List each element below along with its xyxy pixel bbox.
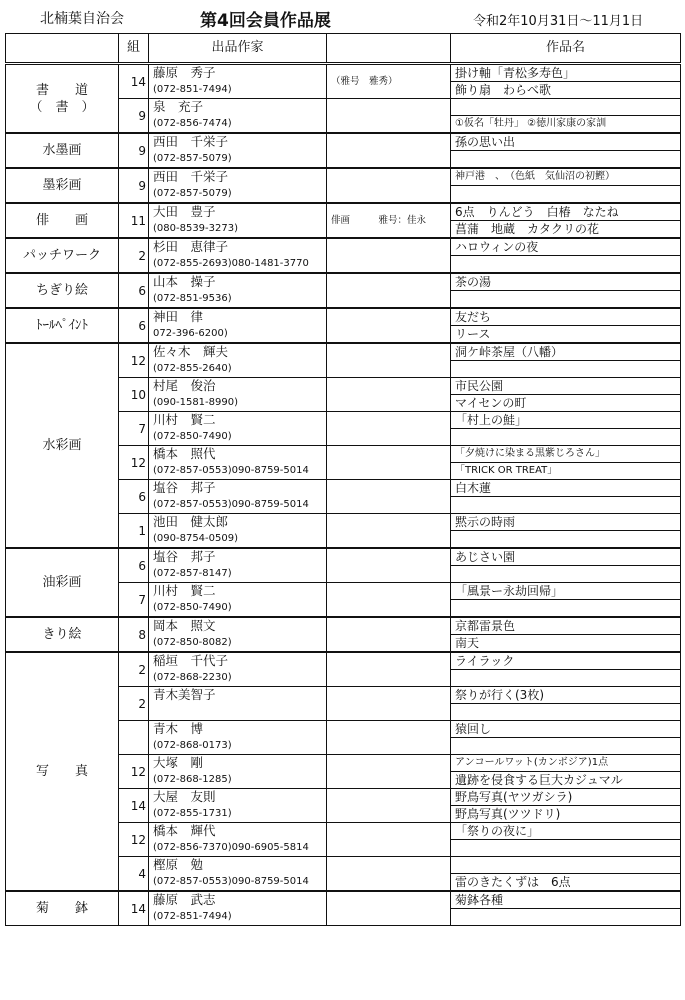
work-title: 南天 (451, 635, 681, 653)
note-cell (327, 823, 451, 857)
artist-phone: (072-857-0553)090-8759-5014 (149, 874, 327, 892)
table-row (6, 548, 681, 566)
work-title: 茶の湯 (451, 273, 681, 291)
note-cell (327, 238, 451, 273)
table-row (6, 308, 681, 326)
work-title: 猿回し (451, 721, 681, 738)
artist-phone: (072-850-7490) (149, 600, 327, 618)
artist-phone: (080-8539-3273) (149, 221, 327, 239)
artist-phone: (072-857-5079) (149, 186, 327, 204)
work-title: 孫の思い出 (451, 133, 681, 151)
kumi-cell: 6 (119, 548, 149, 583)
work-title: 野鳥写真(ツツドリ) (451, 806, 681, 823)
artist-name: 西田 千栄子 (149, 133, 327, 151)
page-header (0, 0, 685, 30)
work-title: 遺跡を侵食する巨大カジュマル (451, 772, 681, 789)
note-cell (327, 308, 451, 343)
work-title: 菖蒲 地蔵 カタクリの花 (451, 221, 681, 239)
artist-name: 橋本 輝代 (149, 823, 327, 840)
artist-phone: (072-856-7370)090-6905-5814 (149, 840, 327, 857)
note-cell (327, 652, 451, 687)
artist-phone: (090-8754-0509) (149, 531, 327, 549)
artist-name: 佐々木 輝夫 (149, 343, 327, 361)
work-title: 雷のきたくずは 6点 (451, 874, 681, 892)
note-cell (327, 687, 451, 721)
table-row (6, 64, 681, 82)
note-cell: （雅号 雅秀） (327, 64, 451, 99)
kumi-cell: 2 (119, 238, 149, 273)
artist-phone: (072-856-7474) (149, 116, 327, 134)
kumi-cell: 12 (119, 823, 149, 857)
artist-phone: (072-855-2693)080-1481-3770 (149, 256, 327, 274)
page-title: 第4回会員作品展 (200, 11, 331, 31)
table-row (6, 168, 681, 186)
artist-header: 出品作家 (149, 34, 327, 64)
work-title (451, 857, 681, 874)
kumi-header: 組 (119, 34, 149, 64)
kumi-cell: 9 (119, 99, 149, 134)
artist-name: 塩谷 邦子 (149, 548, 327, 566)
table-row (6, 891, 681, 909)
work-title: 飾り扇 わらべ歌 (451, 82, 681, 99)
note-cell: 俳画 雅号：佳永 (327, 203, 451, 238)
note-cell (327, 721, 451, 755)
work-title: マイセンの町 (451, 395, 681, 412)
work-title: あじさい園 (451, 548, 681, 566)
kumi-cell: 14 (119, 64, 149, 99)
note-cell (327, 99, 451, 134)
work-title (451, 361, 681, 378)
artist-phone: (072-851-7494) (149, 909, 327, 926)
note-cell (327, 583, 451, 618)
category-cell: 菊 鉢 (6, 891, 119, 926)
artist-phone: (072-850-8082) (149, 635, 327, 653)
artist-name: 樫原 勉 (149, 857, 327, 874)
kumi-cell: 2 (119, 687, 149, 721)
kumi-cell: 8 (119, 617, 149, 652)
kumi-cell: 9 (119, 133, 149, 168)
work-title: 野鳥写真(ヤツガシラ) (451, 789, 681, 806)
work-title (451, 670, 681, 687)
note-cell (327, 446, 451, 480)
table-row (6, 343, 681, 361)
category-cell: 写 真 (6, 652, 119, 891)
artist-name: 川村 賢二 (149, 583, 327, 600)
table-body (6, 64, 681, 926)
work-title: 菊鉢各種 (451, 891, 681, 909)
exhibitor-table (5, 33, 681, 926)
work-title: ライラック (451, 652, 681, 670)
work-title: 「村上の鮭」 (451, 412, 681, 429)
artist-phone: 072-396-6200) (149, 326, 327, 344)
work-title: 「夕焼けに染まる黒紫じろさん」 (451, 446, 681, 463)
category-cell: ﾄｰﾙﾍﾟｲﾝﾄ (6, 308, 119, 343)
artist-phone: (072-868-1285) (149, 772, 327, 789)
work-title: 神戸港 、 （色紙 気仙沼の初鰹） (451, 168, 681, 186)
work-title: 掛け軸「青松多寿色」 (451, 64, 681, 82)
note-cell (327, 755, 451, 789)
category-cell: 水墨画 (6, 133, 119, 168)
kumi-cell: 6 (119, 480, 149, 514)
note-cell (327, 891, 451, 926)
kumi-cell: 6 (119, 308, 149, 343)
work-title (451, 566, 681, 583)
table-row (6, 273, 681, 291)
work-title (451, 531, 681, 549)
kumi-cell: 12 (119, 343, 149, 378)
note-cell (327, 789, 451, 823)
work-title (451, 291, 681, 309)
artist-phone: (072-855-2640) (149, 361, 327, 378)
table-row (6, 617, 681, 635)
work-title (451, 738, 681, 755)
note-cell (327, 857, 451, 892)
artist-name: 藤原 武志 (149, 891, 327, 909)
artist-name: 池田 健太郎 (149, 514, 327, 531)
work-title: リース (451, 326, 681, 344)
artist-name: 青木美智子 (149, 687, 327, 704)
artist-name: 大屋 友則 (149, 789, 327, 806)
artist-name: 稲垣 千代子 (149, 652, 327, 670)
category-cell: 墨彩画 (6, 168, 119, 203)
work-title (451, 600, 681, 618)
work-title (451, 909, 681, 926)
work-title: ハロウィンの夜 (451, 238, 681, 256)
organization-name: 北楠葉自治会 (40, 11, 124, 27)
category-cell: パッチワーク (6, 238, 119, 273)
kumi-cell: 7 (119, 583, 149, 618)
table-row (6, 652, 681, 670)
kumi-cell: 6 (119, 273, 149, 308)
work-title (451, 99, 681, 116)
artist-phone: (072-857-0553)090-8759-5014 (149, 463, 327, 480)
note-cell (327, 378, 451, 412)
kumi-cell: 10 (119, 378, 149, 412)
kumi-cell: 14 (119, 891, 149, 926)
kumi-cell: 2 (119, 652, 149, 687)
artist-name: 杉田 恵律子 (149, 238, 327, 256)
kumi-cell (119, 721, 149, 755)
artist-phone: (072-850-7490) (149, 429, 327, 446)
work-title (451, 429, 681, 446)
category-cell: 書 道 （ 書 ） (6, 64, 119, 134)
artist-phone: (072-851-7494) (149, 82, 327, 99)
work-title: 友だち (451, 308, 681, 326)
artist-phone: (072-868-2230) (149, 670, 327, 687)
work-title: 黙示の時雨 (451, 514, 681, 531)
artist-name: 橋本 照代 (149, 446, 327, 463)
work-title (451, 151, 681, 169)
work-title: アンコールワット(カンボジア)1点 (451, 755, 681, 772)
work-title: 白木蓮 (451, 480, 681, 497)
artist-name: 藤原 秀子 (149, 64, 327, 82)
work-title: 「TRICK OR TREAT」 (451, 463, 681, 480)
artist-phone: (090-1581-8990) (149, 395, 327, 412)
note-cell (327, 514, 451, 549)
artist-name: 川村 賢二 (149, 412, 327, 429)
artist-name: 泉 充子 (149, 99, 327, 116)
artist-name: 塩谷 邦子 (149, 480, 327, 497)
artist-name: 青木 博 (149, 721, 327, 738)
artist-phone: (072-851-9536) (149, 291, 327, 309)
work-title: 洞ケ峠茶屋（八幡） (451, 343, 681, 361)
work-title (451, 704, 681, 721)
table-row (6, 133, 681, 151)
category-cell: きり絵 (6, 617, 119, 652)
category-cell: 俳 画 (6, 203, 119, 238)
artist-phone: (072-857-8147) (149, 566, 327, 583)
artist-phone: (072-857-0553)090-8759-5014 (149, 497, 327, 514)
work-title: 祭りが行く(3枚) (451, 687, 681, 704)
work-title: 6点 りんどう 白椿 なたね (451, 203, 681, 221)
work-title: 「風景ー永劫回帰」 (451, 583, 681, 600)
artist-phone: (072-855-1731) (149, 806, 327, 823)
kumi-cell: 4 (119, 857, 149, 892)
note-cell (327, 480, 451, 514)
kumi-cell: 12 (119, 755, 149, 789)
category-cell: 油彩画 (6, 548, 119, 617)
artist-phone (149, 704, 327, 721)
note-cell (327, 412, 451, 446)
kumi-cell: 11 (119, 203, 149, 238)
work-title (451, 256, 681, 274)
kumi-cell: 14 (119, 789, 149, 823)
note-header (327, 34, 451, 64)
kumi-cell: 12 (119, 446, 149, 480)
artist-name: 大塚 剛 (149, 755, 327, 772)
category-cell: ちぎり絵 (6, 273, 119, 308)
note-cell (327, 548, 451, 583)
category-header (6, 34, 119, 64)
kumi-cell: 7 (119, 412, 149, 446)
artist-phone: (072-857-5079) (149, 151, 327, 169)
kumi-cell: 1 (119, 514, 149, 549)
note-cell (327, 343, 451, 378)
artist-name: 岡本 照文 (149, 617, 327, 635)
note-cell (327, 133, 451, 168)
work-title: 市民公園 (451, 378, 681, 395)
work-title (451, 840, 681, 857)
table-row (6, 203, 681, 221)
kumi-cell: 9 (119, 168, 149, 203)
exhibition-dates: 令和2年10月31日～11月1日 (473, 14, 644, 29)
note-cell (327, 617, 451, 652)
work-title: 京都雷景色 (451, 617, 681, 635)
work-title (451, 497, 681, 514)
note-cell (327, 168, 451, 203)
artist-name: 神田 律 (149, 308, 327, 326)
table-header-row (6, 34, 681, 64)
work-header: 作品名 (451, 34, 681, 64)
work-title: 「祭りの夜に」 (451, 823, 681, 840)
artist-name: 山本 操子 (149, 273, 327, 291)
table-row (6, 238, 681, 256)
category-cell: 水彩画 (6, 343, 119, 548)
artist-name: 西田 千栄子 (149, 168, 327, 186)
work-title (451, 186, 681, 204)
artist-phone: (072-868-0173) (149, 738, 327, 755)
artist-name: 大田 豊子 (149, 203, 327, 221)
work-title: ①仮名「牡丹」 ②徳川家康の家訓 (451, 116, 681, 134)
artist-name: 村尾 俊治 (149, 378, 327, 395)
note-cell (327, 273, 451, 308)
